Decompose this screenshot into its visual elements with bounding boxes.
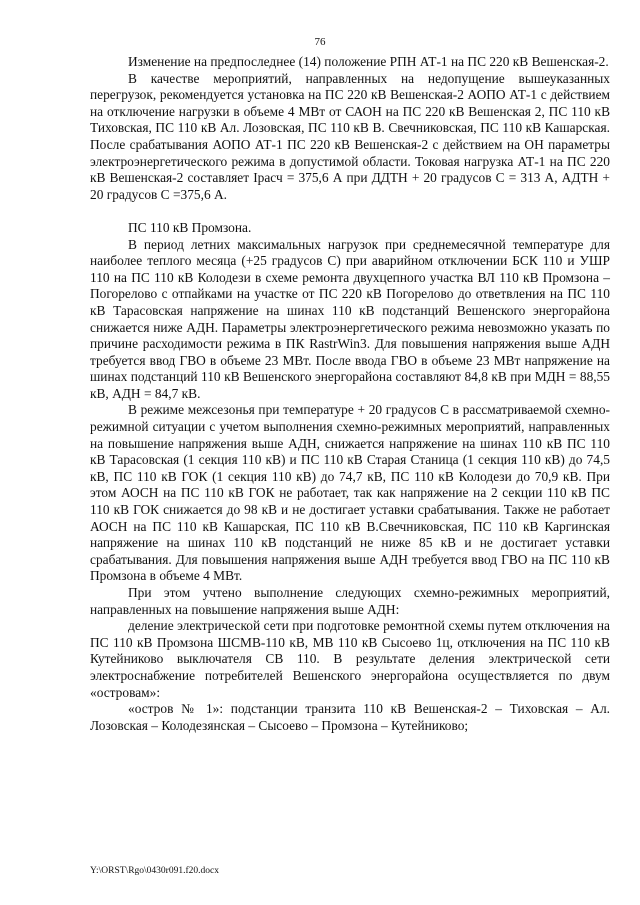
paragraph-offseason: В режиме межсезонья при температуре + 20 градусов С в рассматриваемой схемно-режимной ситуации с учетом выполнения схемно-режимных мероприятий, направленных на повышение напряжения выше АДН, снижается напряжение на шинах 110 кВ ПС 110 кВ Тарасовская (1 секция 110 кВ) и ПС 110 кВ Старая Станица (1 секция 110 кВ) до 74,5 кВ, ПС 110 кВ ГОК (1 секция 110 кВ) до 74,7 кВ, ПС 110 кВ Колодези до 70,9 кВ. При этом АОСН на ПС 110 кВ ГОК не работает, так как напряжение на 2 секции 110 кВ ПС 110 кВ ГОК снижается до 98 кВ и не достигает уставки срабатывания. Также не работает АОСН на ПС 110 кВ Кашарская, ПС 110 кВ В.Свечниковская, ПС 110 кВ Каргинская напряжение на шинах 110 кВ подстанций не ниже 85 кВ и не достигает уставки срабатывания. Для повышения напряжения выше АДН требуется ввод ГВО на ПС 110 кВ Промзона в объеме 4 МВт.: [90, 402, 610, 584]
paragraph-measures-intro: При этом учтено выполнение следующих схемно-режимных мероприятий, направленных на повышение напряжения выше АДН:: [90, 585, 610, 617]
page-number: 76: [314, 36, 326, 48]
paragraph-rpn-change: Изменение на предпоследнее (14) положение РПН АТ-1 на ПС 220 кВ Вешенская-2.: [128, 54, 609, 69]
footer-file-path: Y:\ORST\Rgo\0430r091.f20.docx: [90, 866, 219, 876]
section-heading-promzona: ПС 110 кВ Промзона.: [128, 219, 252, 235]
paragraph-island-1: «остров № 1»: подстанции транзита 110 кВ Вешенская-2 – Тиховская – Ал. Лозовская – Колодезянская – Сысоево – Промзона – Кутейниково;: [90, 701, 610, 733]
paragraph-grid-division: деление электрической сети при подготовке ремонтной схемы путем отключения на ПС 110 кВ Промзона ШСМВ-110 кВ, МВ 110 кВ Сысоево 1ц, отключения на ПС 110 кВ Кутейниково выключателя СВ 110. В результате деления электрической сети электроснабжение потребителей Вешенского энергорайона осуществляется по двум «островам»:: [90, 618, 610, 700]
paragraph-aopo-measures: В качестве мероприятий, направленных на недопущение вышеуказанных перегрузок, рекомендуется установка на ПС 220 кВ Вешенская-2 АОПО АТ-1 с действием на отключение нагрузки в объеме 4 МВт от САОН на ПС 220 кВ Вешенская 2, ПС 110 кВ Тиховская, ПС 110 кВ Ал. Лозовская, ПС 110 кВ В. Свечниковская, ПС 110 кВ Кашарская. После срабатывания АОПО АТ-1 ПС 220 кВ Вешенская-2 с действием на ОН параметры электроэнергетического режима в допустимой области. Токовая нагрузка АТ-1 на ПС 220 кВ Вешенская-2 составляет Iрасч = 375,6 А при ДДТН + 20 градусов С = 313 А, АДТН + 20 градусов С =375,6 А.: [90, 70, 610, 202]
paragraph-summer-peak: В период летних максимальных нагрузок при среднемесячной температуре для наиболее теплого месяца (+25 градусов С) при аварийном отключении БСК 110 и УШР 110 на ПС 110 кВ Колодези в схеме ремонта двухцепного участка ВЛ 110 кВ Промзона – Погорелово с отпайками на участке от ПС 220 кВ Погорелово до ответвления на ПС 110 кВ Тарасовская напряжение на шинах 110 кВ подстанций Вешенского энергорайона снижается ниже АДН. Параметры электроэнергетического режима невозможно указать по причине расходимости режима в ПК RastrWin3. Для повышения напряжения выше АДН требуется ввод ГВО в объеме 23 МВт. После ввода ГВО в объеме 23 МВт напряжение на шинах подстанций 110 кВ Вешенского энергорайона составляют 84,8 кВ при МДН = 88,55 кВ, АДН = 84,7 кВ.: [90, 236, 610, 401]
document-body: [90, 54, 610, 734]
